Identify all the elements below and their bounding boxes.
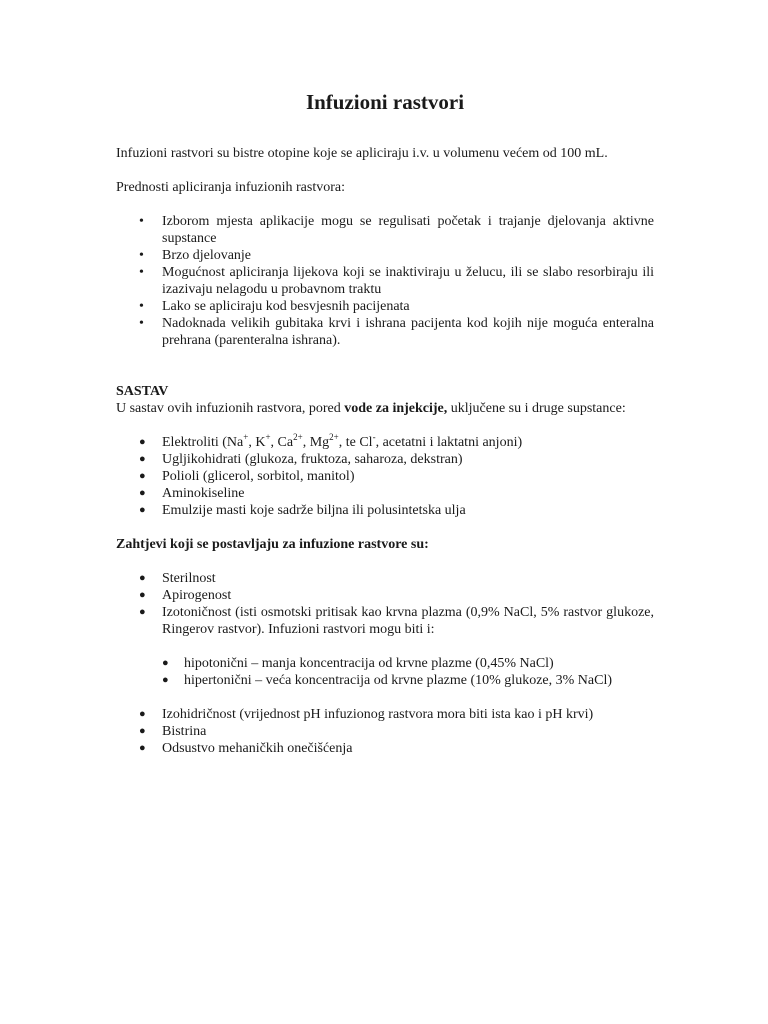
list-item: ● Ugljikohidrati (glukoza, fruktoza, saharoza, dekstran) [139,452,463,467]
sastav-paragraph: U sastav ovih infuzionih rastvora, pored vode za injekcije, uključene su i druge supstance: [116,401,626,416]
list-item: ● Elektroliti (Na+, K+, $Ca^{2+}$, $Mg^{2+}$, te Cl-, acetatni i laktatni anjoni) [139,432,523,450]
requirements-heading: Zahtjevi koji se postavljaju za infuzione rastvore su: [116,537,429,552]
list-item: ● Izohidričnost (vrijednost pH infuzionog rastvora mora biti ista kao i pH krvi) [139,707,594,722]
list-item: • Izborom mjesta aplikacije mogu se regulisati početak i trajanje djelovanja aktivne supstance [139,214,654,246]
bullet-icon: ● [139,572,146,584]
bullet-icon: ● [139,606,146,618]
list-item: ● Sterilnost [139,571,216,586]
requirements-list-continued [116,706,654,757]
bullet-icon: ● [139,504,146,516]
bullet-icon: • [139,214,144,229]
page-title: Infuzioni rastvori [305,90,465,114]
list-item: • Mogućnost apliciranja lijekova koji se inaktiviraju u želucu, ili se slabo resorbiraju ili izazivaju nelagodu u probavnom traktu [139,265,654,297]
bullet-icon: ● [162,657,169,669]
list-item: ● hipotonični – manja koncentracija od krvne plazme (0,45% NaCl) [162,656,554,671]
sastav-heading: SASTAV [116,384,169,399]
bullet-icon: • [139,316,144,331]
bullet-icon: ● [162,674,169,686]
bullet-icon: • [139,299,144,314]
advantages-heading: Prednosti apliciranja infuzionih rastvora: [116,180,345,195]
list-item: • Brzo djelovanje [139,248,252,263]
list-item: ● Aminokiseline [139,486,245,501]
bullet-icon: ● [139,708,146,720]
list-item: ● Bistrina [139,724,207,739]
sastav-list [116,434,654,519]
bullet-icon: • [139,248,144,263]
tonicity-sublist [162,655,654,689]
document-body [116,90,654,757]
bullet-icon: ● [139,589,146,601]
bullet-icon: ● [139,436,146,448]
advantages-list [116,213,654,349]
list-item: ● Izotoničnost (isti osmotski pritisak kao krvna plazma (0,9% NaCl, 5% rastvor glukoze, Ringerov rastvor). Infuzioni rastvori mogu biti i: [139,605,654,637]
list-item: ● Odsustvo mehaničkih onečišćenja [139,741,353,756]
requirements-list [116,570,654,638]
bullet-icon: ● [139,453,146,465]
bullet-icon: ● [139,742,146,754]
bullet-icon: ● [139,487,146,499]
list-item: ● Emulzije masti koje sadrže biljna ili polusintetska ulja [139,503,466,518]
bullet-icon: • [139,265,144,280]
intro-paragraph: Infuzioni rastvori su bistre otopine koje se apliciraju i.v. u volumenu većem od 100 mL. [116,146,608,161]
bullet-icon: ● [139,470,146,482]
bullet-icon: ● [139,725,146,737]
list-item: ● Apirogenost [139,588,232,603]
list-item: ● Polioli (glicerol, sorbitol, manitol) [139,469,355,484]
list-item: • Lako se apliciraju kod besvjesnih pacijenata [139,299,410,314]
list-item: ● hipertonični – veća koncentracija od krvne plazme (10% glukoze, 3% NaCl) [162,673,613,688]
list-item: • Nadoknada velikih gubitaka krvi i ishrana pacijenta kod kojih nije moguća enteralna prehrana (parenteralna ishrana). [139,316,654,348]
